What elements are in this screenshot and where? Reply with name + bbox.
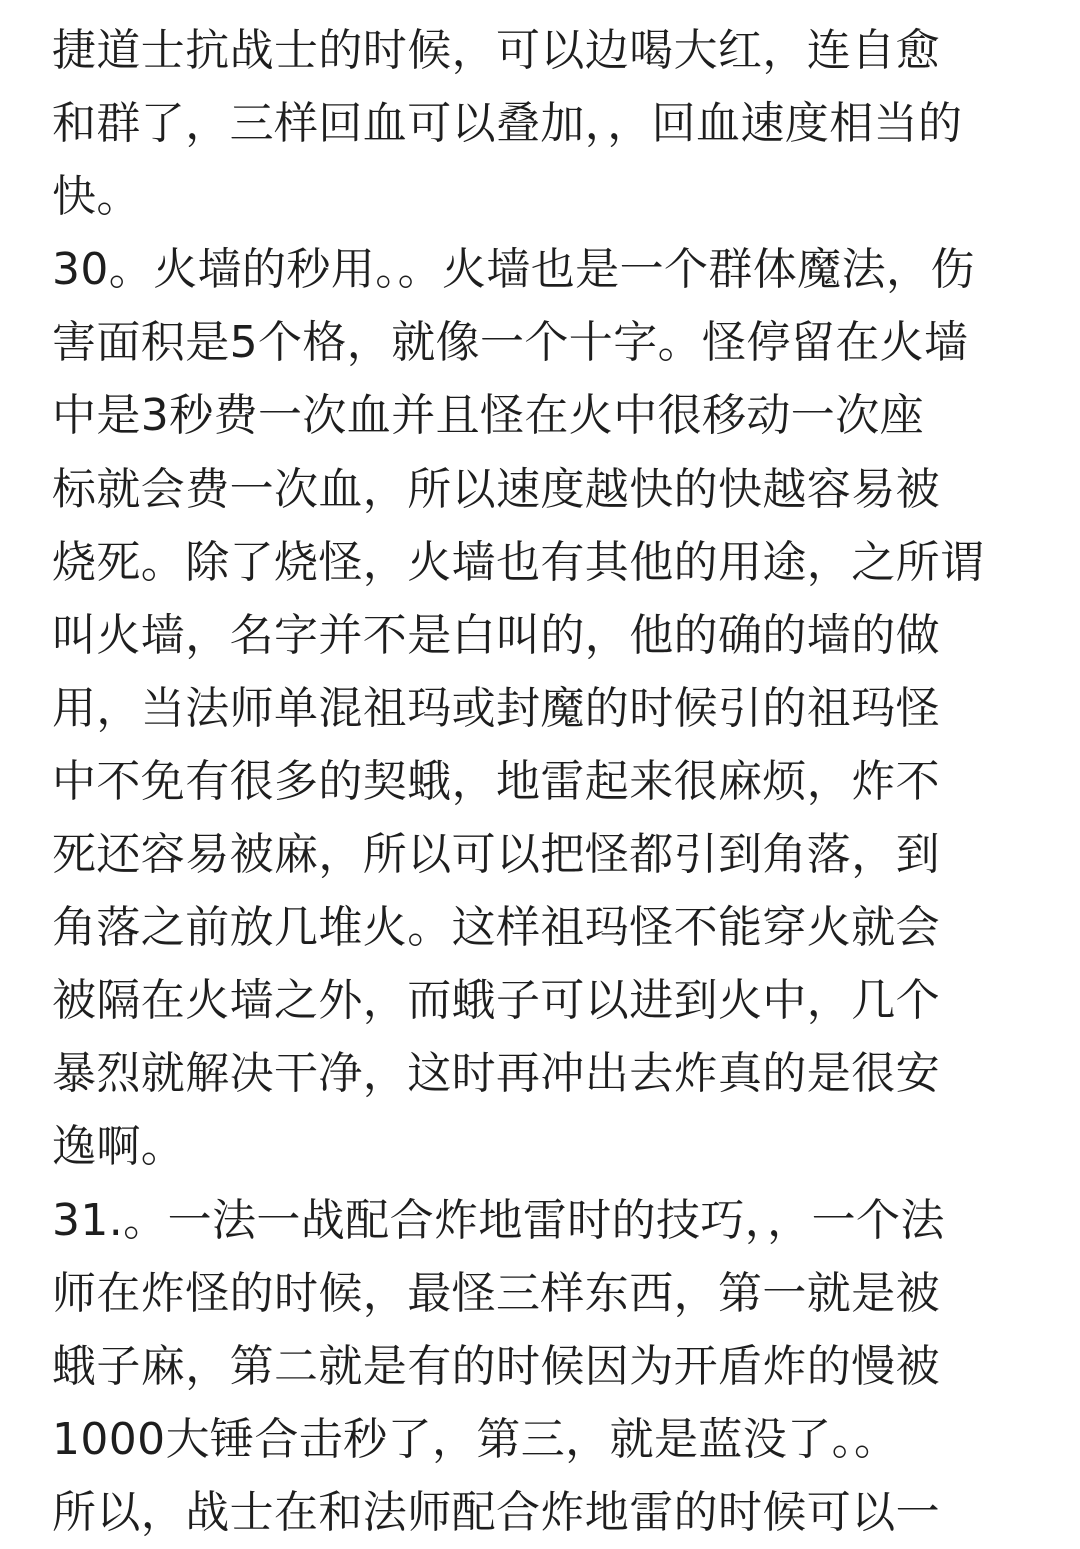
text-line: 蛾子麻，第二就是有的时候因为开盾炸的慢被 — [52, 1340, 940, 1392]
text-line: 被隔在火墙之外，而蛾子可以进到火中，几个 — [52, 975, 940, 1027]
text-line: 叫火墙，名字并不是白叫的，他的确的墙的做 — [52, 609, 940, 661]
text-line: 31.。一法一战配合炸地雷时的技巧，，一个法 — [52, 1194, 945, 1246]
text-line: 烧死。除了烧怪，火墙也有其他的用途，之所谓 — [52, 536, 985, 588]
text-line: 捷道士抗战士的时候，可以边喝大红，连自愈 — [52, 25, 940, 76]
text-line: 1000大锤合击秒了，第三，就是蓝没了。。 — [52, 1413, 899, 1465]
text-line: 所以，战士在和法师配合炸地雷的时候可以一 — [52, 1486, 940, 1538]
text-line: 快。 — [52, 171, 141, 223]
article-body — [52, 14, 1042, 1549]
text-line: 逸啊。 — [52, 1121, 186, 1173]
text-line: 师在炸怪的时候，最怪三样东西，第一就是被 — [52, 1267, 940, 1319]
text-line: 标就会费一次血，所以速度越快的快越容易被 — [52, 463, 940, 515]
text-line: 暴烈就解决干净，这时再冲出去炸真的是很安 — [52, 1048, 940, 1100]
text-line: 中是3秒费一次血并且怪在火中很移动一次座 — [52, 390, 924, 442]
text-line: 30。火墙的秒用。。火墙也是一个群体魔法，伤 — [52, 244, 975, 296]
text-line: 死还容易被麻，所以可以把怪都引到角落，到 — [52, 829, 940, 881]
text-line: 角落之前放几堆火。这样祖玛怪不能穿火就会 — [52, 902, 940, 954]
text-line: 和群了，三样回血可以叠加，，回血速度相当的 — [52, 98, 963, 150]
text-line: 中不免有很多的契蛾，地雷起来很麻烦，炸不 — [52, 755, 940, 807]
text-line: 害面积是5个格，就像一个十字。怪停留在火墙 — [52, 317, 969, 369]
text-line: 用，当法师单混祖玛或封魔的时候引的祖玛怪 — [52, 682, 940, 734]
